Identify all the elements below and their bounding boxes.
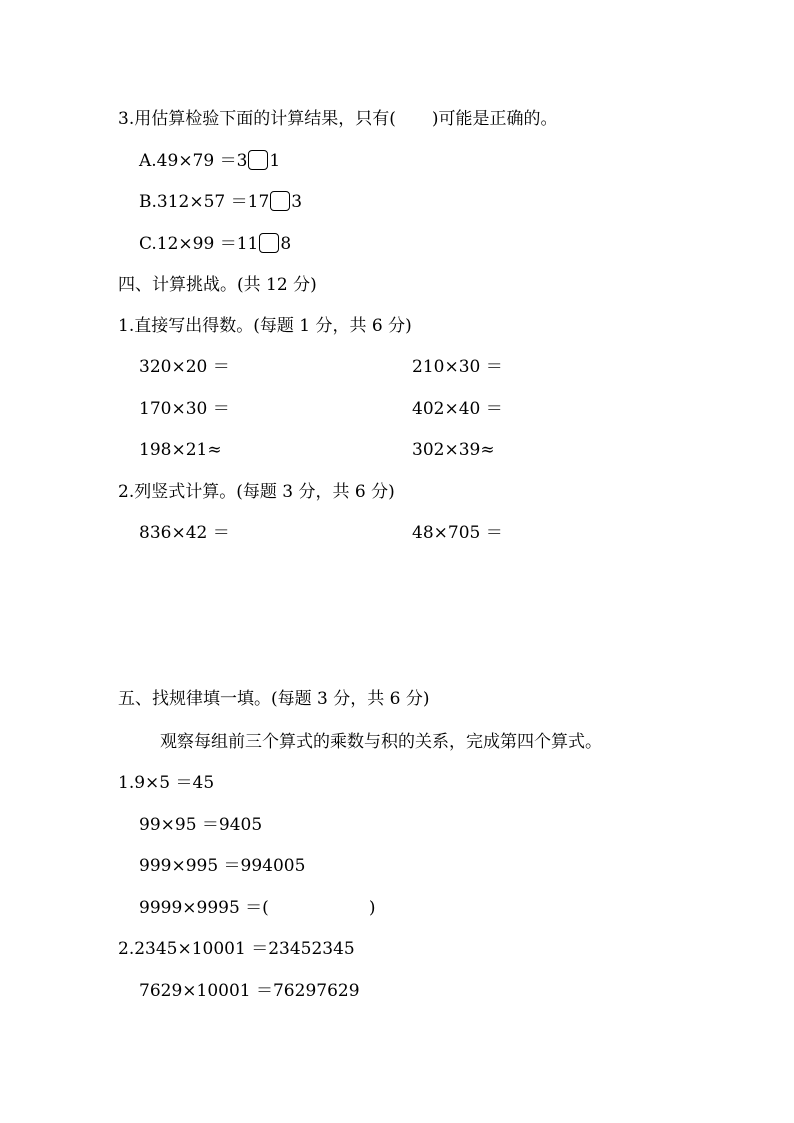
option-text-after: 8 [280,234,292,254]
section5-title: 五、找规律填一填。(每题 3 分，共 6 分) [118,689,430,709]
pattern1-line4-start: 9999×9995 ＝( [139,898,269,918]
vertical-calc-item: 48×705 ＝ [412,523,503,543]
option-text-after: 1 [269,151,281,171]
vertical-calc-item: 836×42 ＝ [139,523,230,543]
blank-digit-box [259,233,279,253]
section4-title: 四、计算挑战。(共 12 分) [118,275,317,295]
blank-digit-box [248,150,268,170]
calc-item: 302×39≈ [412,440,495,460]
option-text-before: B.312×57 ＝17 [139,192,270,212]
option-text-after: 3 [291,192,303,212]
calc-item: 170×30 ＝ [139,399,230,419]
pattern1-line2: 99×95 ＝9405 [139,815,263,835]
blank-digit-box [270,191,290,211]
q3-prompt-end: )可能是正确的。 [431,109,558,129]
q3-option-b[interactable] [139,191,302,213]
pattern2-line1: 2.2345×10001 ＝23452345 [118,939,355,959]
section4-sub2-title: 2.列竖式计算。(每题 3 分，共 6 分) [118,482,395,502]
option-text-before: A.49×79 ＝3 [139,151,248,171]
calc-item: 210×30 ＝ [412,357,503,377]
calc-item: 198×21≈ [139,440,222,460]
calc-item: 402×40 ＝ [412,399,503,419]
pattern1-line1: 1.9×5 ＝45 [118,773,215,793]
pattern1-line4-end: ) [368,898,376,918]
section4-sub1-title: 1.直接写出得数。(每题 1 分，共 6 分) [118,316,412,336]
pattern1-line3: 999×995 ＝994005 [139,856,306,876]
option-text-before: C.12×99 ＝11 [139,234,259,254]
pattern2-line2: 7629×10001 ＝76297629 [139,981,360,1001]
q3-option-a[interactable] [139,150,280,172]
calc-item: 320×20 ＝ [139,357,230,377]
pattern1-line4 [139,897,375,919]
q3-option-c[interactable] [139,233,291,255]
section5-instruction: 观察每组前三个算式的乘数与积的关系，完成第四个算式。 [160,732,602,752]
q3-prompt [118,108,558,130]
q3-prompt-start: 3.用估算检验下面的计算结果，只有( [118,109,396,129]
